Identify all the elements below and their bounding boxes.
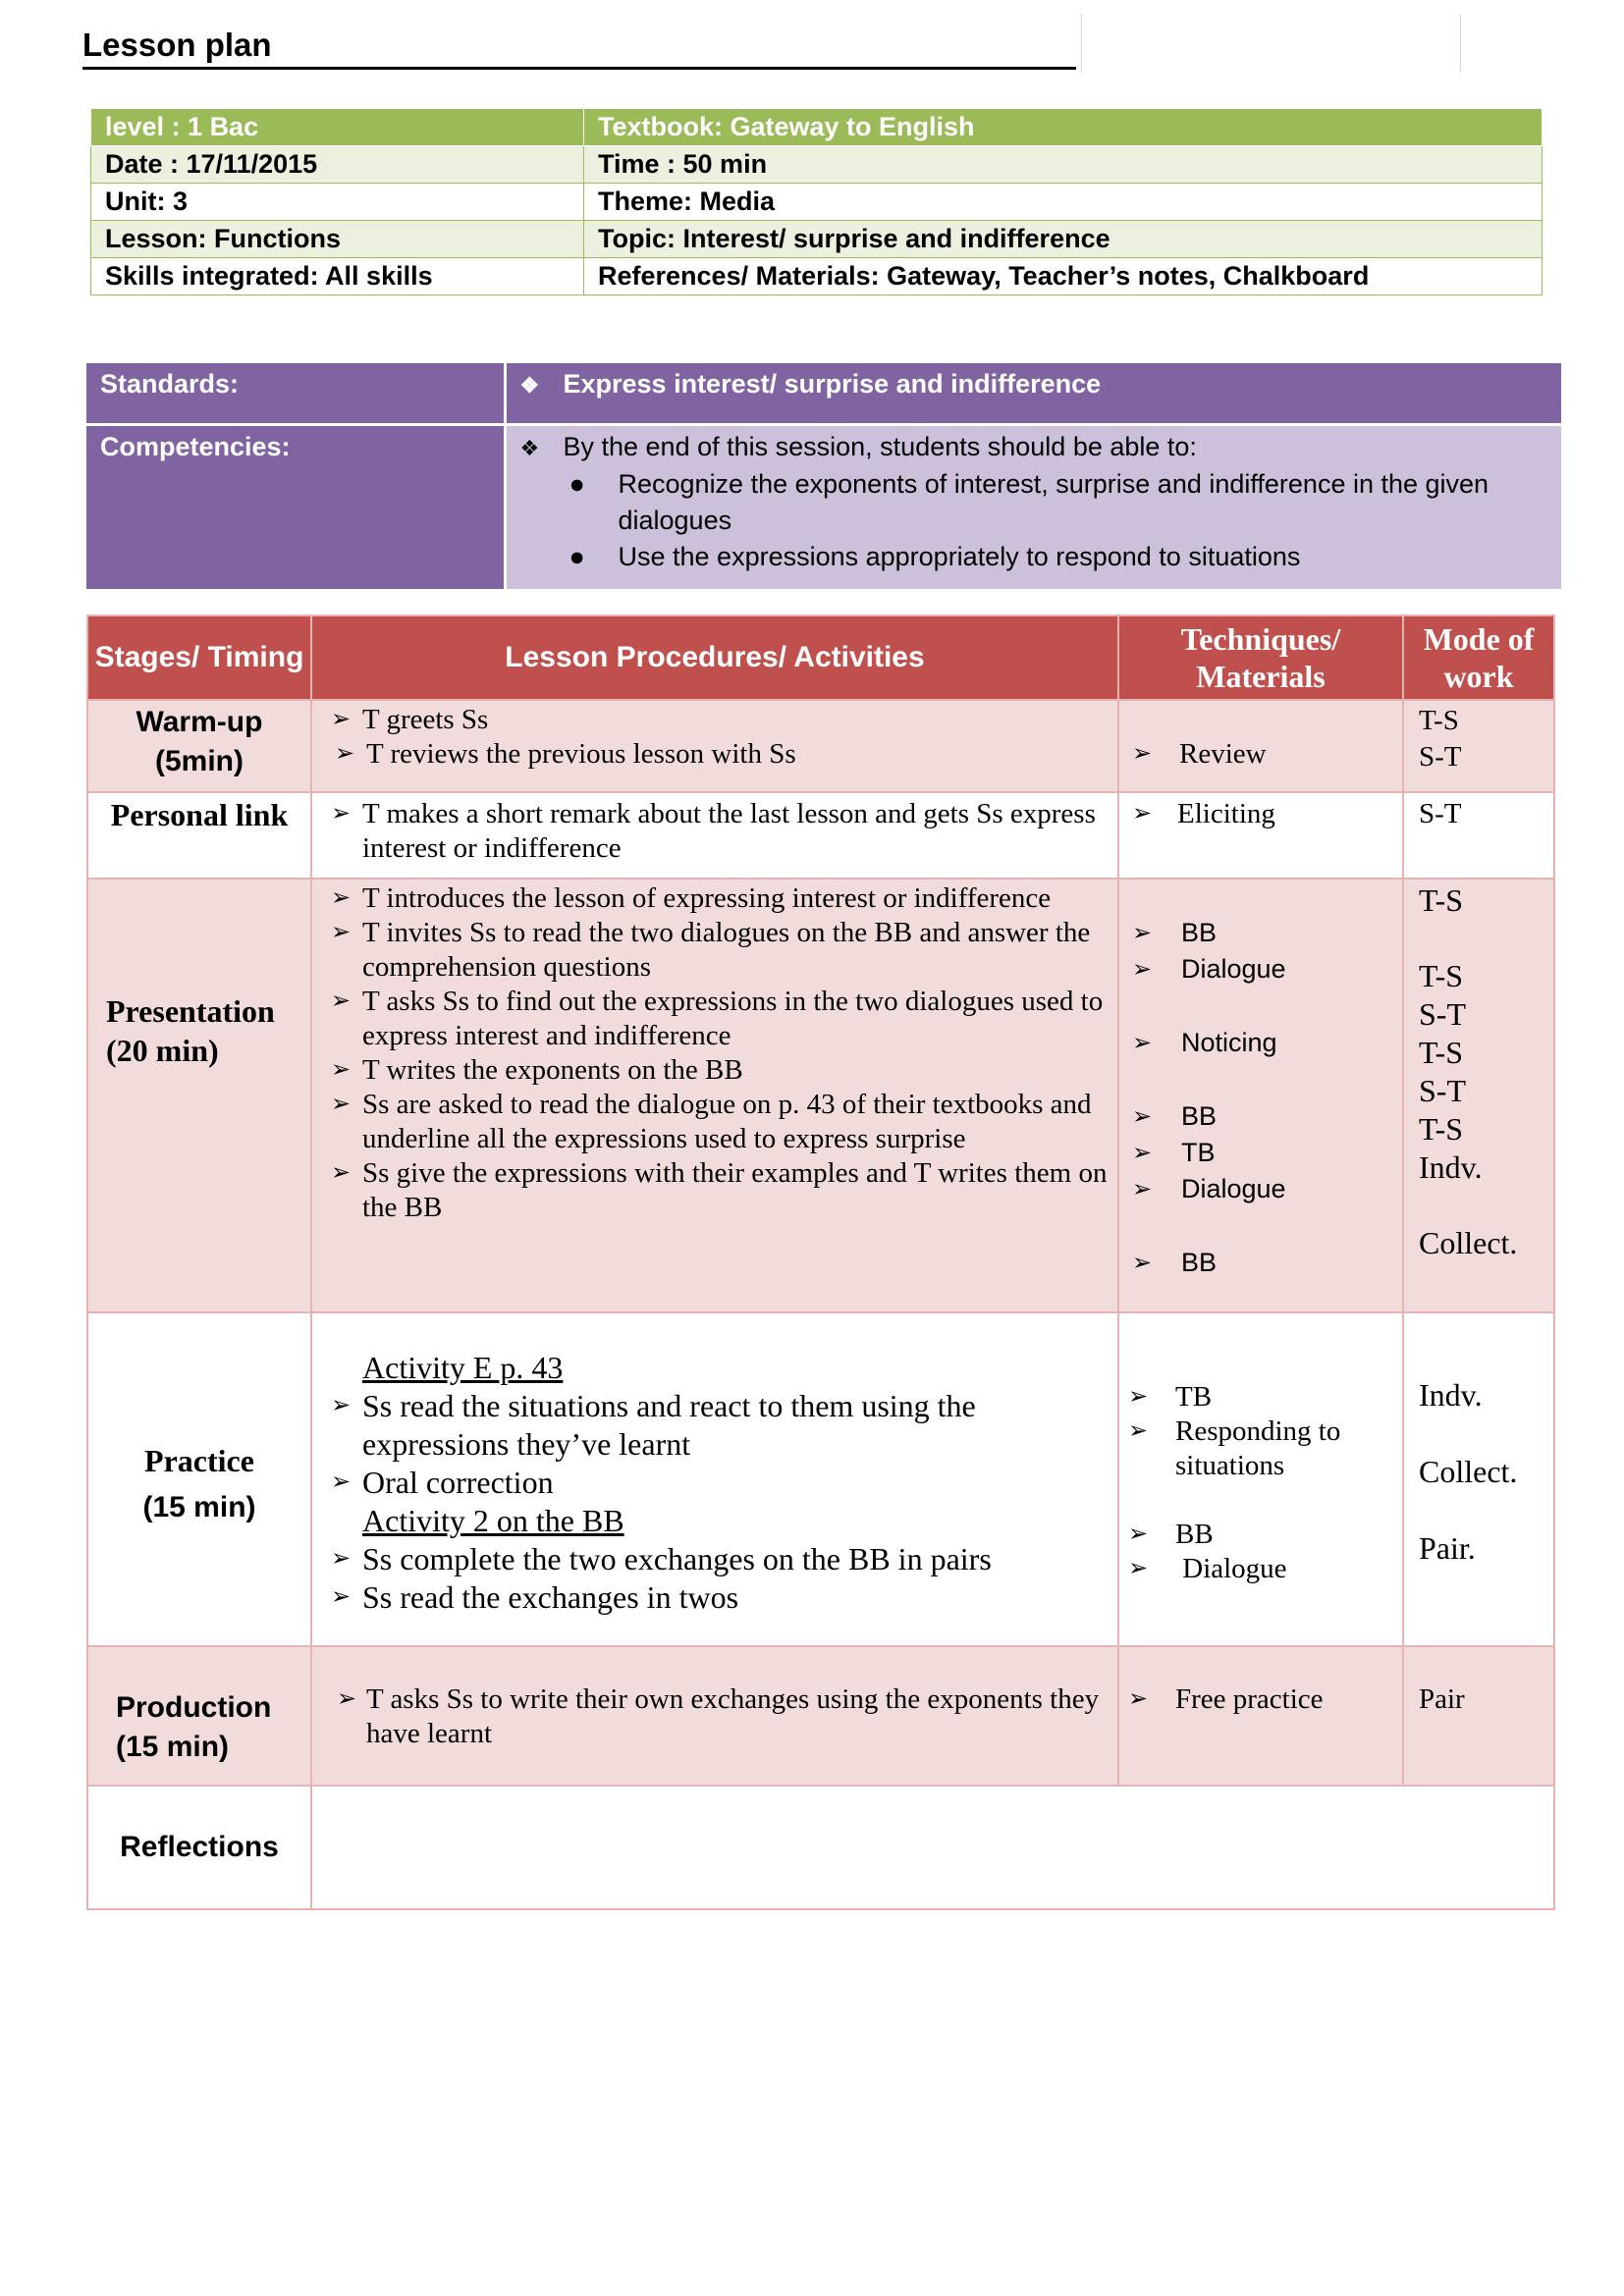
list-item: ➢ Responding to situations (1128, 1415, 1341, 1481)
info-references: References/ Materials: Gateway, Teacher’s notes, Chalkboard (584, 258, 1543, 295)
stage-personal-link: Personal link (87, 792, 311, 879)
bullet-dot-icon: ● (568, 468, 585, 499)
mode-warmup: T-S S-T (1403, 700, 1554, 792)
arrow-bullet-icon: ➢ (1128, 1556, 1149, 1581)
stage-warmup: Warm-up (5min) (87, 700, 311, 792)
mode-production: Pair (1403, 1646, 1554, 1786)
list-item: ➢ TB (1120, 1135, 1401, 1171)
arrow-bullet-icon: ➢ (1128, 1522, 1149, 1547)
competencies-list (520, 466, 1548, 575)
list-item: ➢ Dialogue (1120, 1171, 1401, 1207)
list-item: ➢ T asks Ss to write their own exchanges using the exponents they have learnt (337, 1683, 1100, 1749)
procedures-personal-link (311, 792, 1118, 879)
list-item: ● Recognize the exponents of interest, surprise and indifference in the given dialogues (569, 466, 1548, 539)
techniques-warmup (1118, 700, 1403, 792)
list-item: ➢ Ss read the exchanges in twos (331, 1579, 739, 1615)
standards-table (86, 363, 1561, 589)
list-item: ➢ T reviews the previous lesson with Ss (335, 738, 796, 770)
info-time: Time : 50 min (584, 146, 1543, 184)
header-mode: Mode of work (1403, 615, 1554, 700)
arrow-bullet-icon: ➢ (331, 1160, 352, 1186)
info-topic: Topic: Interest/ surprise and indifference (584, 221, 1543, 258)
stage-production: Production (15 min) (87, 1646, 311, 1786)
arrow-bullet-icon: ➢ (1132, 1176, 1153, 1202)
arrow-bullet-icon: ➢ (1132, 1250, 1153, 1276)
standards-label: Standards: (86, 363, 505, 424)
list-item: ➢ Eliciting (1132, 798, 1275, 829)
list-item: ➢ Dialogue (1120, 951, 1401, 988)
list-item: ➢ BB (1120, 915, 1401, 951)
info-row (91, 109, 1543, 146)
info-unit: Unit: 3 (91, 184, 584, 221)
arrow-bullet-icon: ➢ (1128, 1384, 1149, 1410)
info-level: level : 1 Bac (91, 109, 584, 146)
stage-practice: Practice (15 min) (87, 1312, 311, 1646)
arrow-bullet-icon: ➢ (331, 707, 352, 732)
arrow-bullet-icon: ➢ (331, 1546, 352, 1572)
list-item: ➢ BB (1120, 1245, 1401, 1281)
list-item: ➢ Dialogue (1128, 1553, 1287, 1584)
list-item: ➢ Noticing (1120, 1025, 1401, 1061)
list-item: ➢ Ss complete the two exchanges on the BB in pairs (331, 1541, 992, 1576)
info-row (91, 221, 1543, 258)
list-item: ➢ TB (1128, 1381, 1213, 1413)
table-row (87, 1312, 1554, 1646)
table-row (87, 700, 1554, 792)
list-item: ● Use the expressions appropriately to respond to situations (569, 539, 1548, 575)
list-item: ➢ BB (1120, 1098, 1401, 1135)
activity-title: Activity 2 on the BB (362, 1503, 624, 1538)
list-item: ➢ T writes the exponents on the BB (331, 1054, 743, 1086)
arrow-bullet-icon: ➢ (1132, 741, 1153, 767)
table-row (87, 1646, 1554, 1786)
techniques-practice (1118, 1312, 1403, 1646)
info-textbook: Textbook: Gateway to English (584, 109, 1543, 146)
header-procedures: Lesson Procedures/ Activities (311, 615, 1118, 700)
stage-reflections: Reflections (87, 1786, 311, 1909)
table-row (87, 792, 1554, 879)
info-lesson: Lesson: Functions (91, 221, 584, 258)
mode-personal-link: S-T (1403, 792, 1554, 879)
list-item: ➢ T makes a short remark about the last lesson and gets Ss express interest or indifference (331, 798, 1096, 864)
arrow-bullet-icon: ➢ (331, 1057, 352, 1083)
arrow-bullet-icon: ➢ (331, 885, 352, 911)
info-row (91, 184, 1543, 221)
arrow-bullet-icon: ➢ (1128, 1418, 1149, 1444)
page-title: Lesson plan (82, 24, 1076, 70)
competencies-label: Competencies: (86, 424, 505, 589)
competencies-intro: By the end of this session, students should be able to: (563, 431, 1197, 461)
stage-presentation: Presentation (20 min) (87, 879, 311, 1312)
info-theme: Theme: Media (584, 184, 1543, 221)
info-row (91, 258, 1543, 295)
table-header-row (87, 615, 1554, 700)
arrow-bullet-icon: ➢ (1132, 1103, 1153, 1130)
table-row (87, 1786, 1554, 1909)
info-skills: Skills integrated: All skills (91, 258, 584, 295)
header-techniques: Techniques/ Materials (1118, 615, 1403, 700)
arrow-bullet-icon: ➢ (335, 741, 355, 767)
arrow-bullet-icon: ➢ (331, 988, 352, 1014)
list-item: ➢ T greets Ss (331, 704, 489, 735)
lesson-plan-table (86, 614, 1555, 1910)
procedures-practice (311, 1312, 1118, 1646)
arrow-bullet-icon: ➢ (331, 801, 352, 827)
reflections-cell (311, 1786, 1554, 1909)
bullet-dot-icon: ● (568, 541, 585, 571)
header-stages: Stages/ Timing (87, 615, 311, 700)
standards-value (505, 363, 1561, 424)
list-item: ➢ Oral correction (331, 1465, 554, 1500)
techniques-production (1118, 1646, 1403, 1786)
diamond-bullet-icon: ❖ (519, 435, 540, 460)
arrow-bullet-icon: ➢ (1132, 1140, 1153, 1166)
list-item: ➢ Free practice (1128, 1683, 1324, 1715)
divider (1460, 14, 1461, 73)
list-item: ➢ Ss give the expressions with their examples and T writes them on the BB (331, 1157, 1108, 1223)
standards-text: Express interest/ surprise and indifference (563, 369, 1102, 399)
techniques-personal-link (1118, 792, 1403, 879)
arrow-bullet-icon: ➢ (331, 1092, 352, 1117)
mode-presentation: T-S T-S S-T T-S S-T T-S Indv. Collect. (1403, 879, 1554, 1312)
info-row (91, 146, 1543, 184)
arrow-bullet-icon: ➢ (337, 1686, 357, 1712)
diamond-bullet-icon: ❖ (519, 373, 540, 398)
list-item: ➢ Review (1132, 738, 1267, 770)
list-item: ➢ Ss are asked to read the dialogue on p. 43 of their textbooks and underline all the expressions used to express surprise (331, 1089, 1092, 1154)
activity-title: Activity E p. 43 (362, 1350, 564, 1385)
procedures-warmup (311, 700, 1118, 792)
arrow-bullet-icon: ➢ (1128, 1686, 1149, 1712)
competencies-value (505, 424, 1561, 589)
arrow-bullet-icon: ➢ (331, 1469, 352, 1495)
divider (1081, 14, 1082, 73)
arrow-bullet-icon: ➢ (331, 1393, 352, 1418)
info-date: Date : 17/11/2015 (91, 146, 584, 184)
list-item: ➢ T asks Ss to find out the expressions in the two dialogues used to express interest and indifference (331, 986, 1104, 1051)
list-item: ➢ T introduces the lesson of expressing interest or indifference (331, 882, 1052, 914)
list-item: ➢ BB (1128, 1519, 1214, 1550)
table-row (87, 879, 1554, 1312)
arrow-bullet-icon: ➢ (1132, 956, 1153, 983)
procedures-production (311, 1646, 1118, 1786)
arrow-bullet-icon: ➢ (331, 920, 352, 945)
techniques-presentation (1118, 879, 1403, 1312)
list-item: ➢ T invites Ss to read the two dialogues on the BB and answer the comprehension questions (331, 917, 1091, 983)
arrow-bullet-icon: ➢ (1132, 1030, 1153, 1056)
mode-practice: Indv. Collect. Pair. (1403, 1312, 1554, 1646)
arrow-bullet-icon: ➢ (1132, 801, 1153, 827)
arrow-bullet-icon: ➢ (331, 1584, 352, 1610)
list-item: ➢ Ss read the situations and react to them using the expressions they’ve learnt (331, 1388, 976, 1462)
arrow-bullet-icon: ➢ (1132, 920, 1153, 946)
lesson-info-table (90, 108, 1543, 295)
procedures-presentation (311, 879, 1118, 1312)
